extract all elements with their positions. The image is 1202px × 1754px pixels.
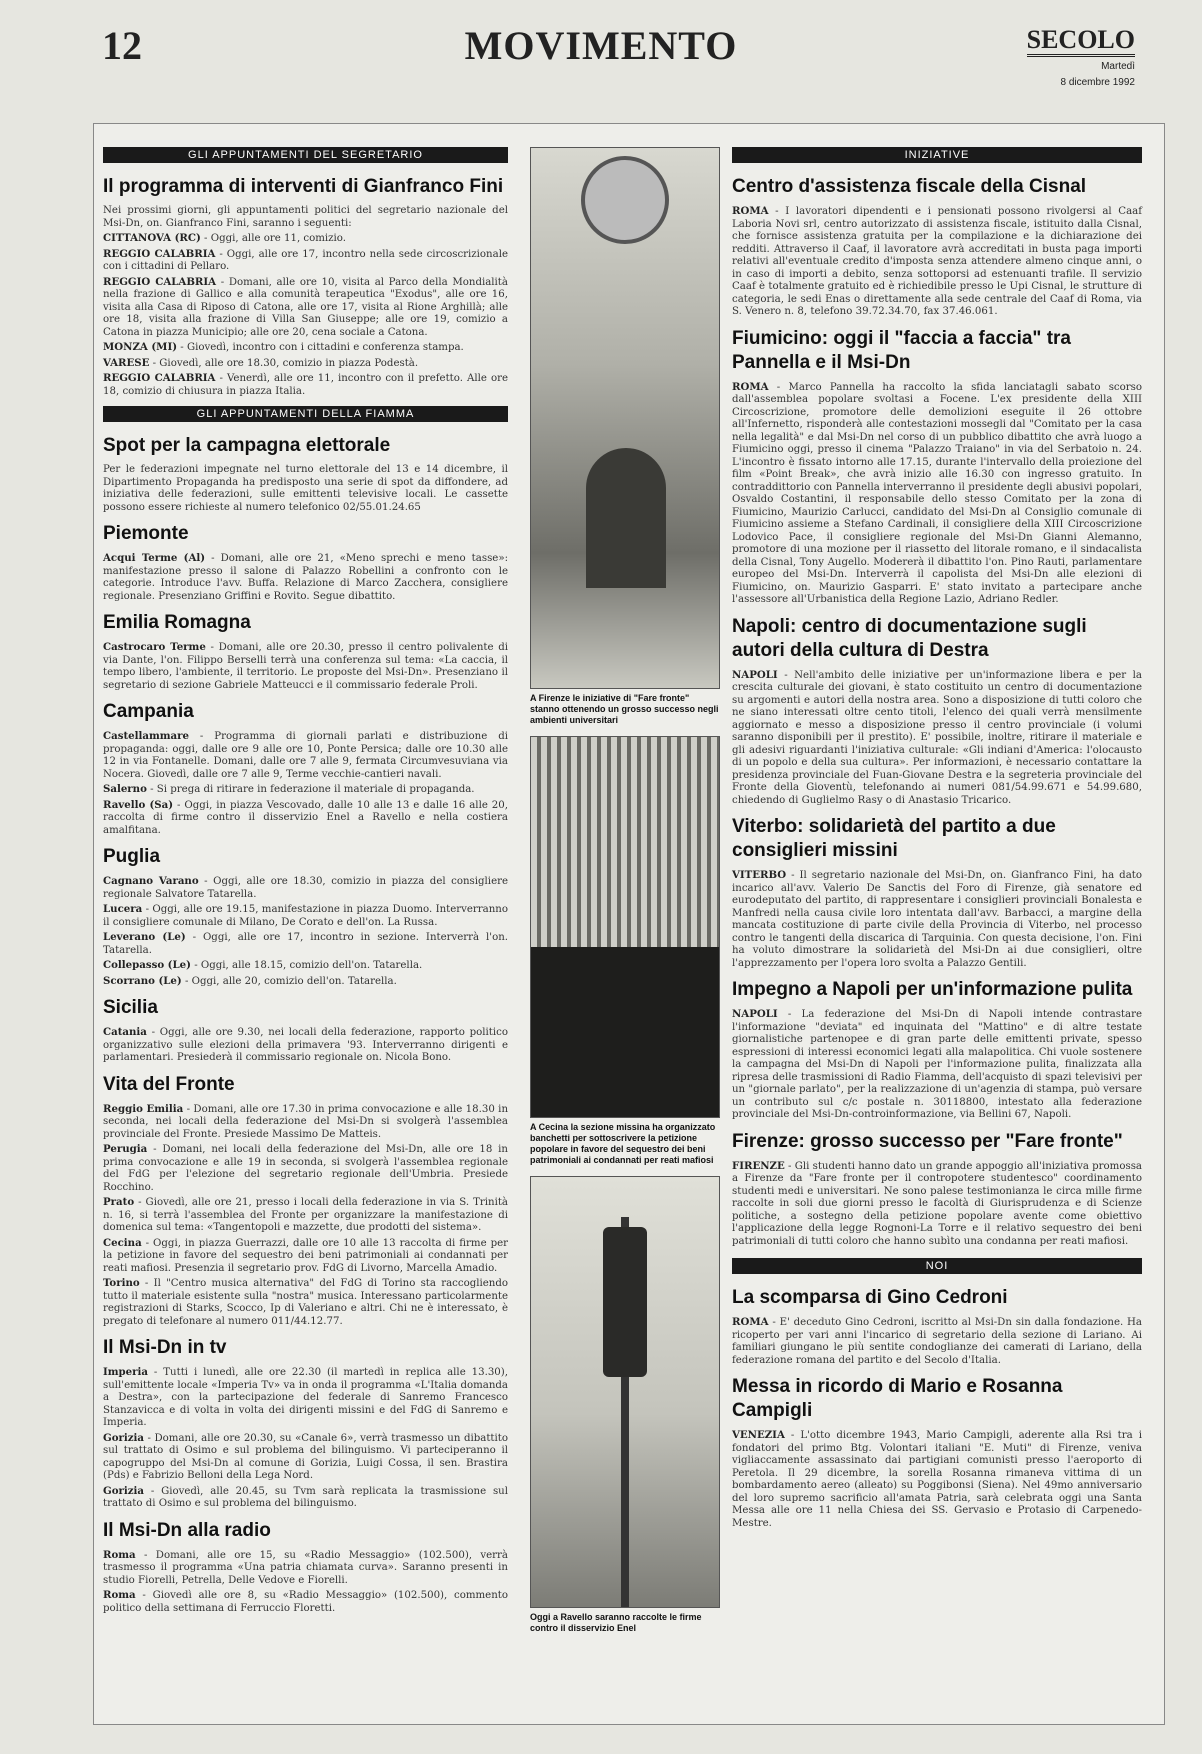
list-item xyxy=(103,1277,508,1328)
list-item xyxy=(103,730,508,781)
item-place: Salerno xyxy=(103,783,147,795)
item-place: Cecina xyxy=(103,1236,142,1249)
article-title: Spot per la campagna elettorale xyxy=(103,435,391,456)
item-text: - Oggi, alle ore 17, incontro nella sede circoscrizionale con i cittadini di Pellaro. xyxy=(103,248,508,272)
list-item xyxy=(103,1196,508,1235)
list-item xyxy=(103,903,508,929)
article-title: Messa in ricordo di Mario e Rosanna Campigli xyxy=(732,1376,1063,1421)
section-bar-iniziative: INIZIATIVE xyxy=(732,147,1142,163)
article-text: FIRENZE - Gli studenti hanno dato un grande appoggio all'iniziativa promossa a Firenze da "Fare fronte per il contropotere studentesco" coordinamento studenti medi e universitari. Ne sono palese testimonianza le circa mille firme raccolte in soli due giorni presso le facoltà di Giurisprudenza e di Scienze politiche, a sostegno della petizione popolare avente come obiettivo l'applicazione della legge Rognoni-La Torre e il relativo sequestro dei beni patrimoniali di tutti coloro che hanno subìto una condanna per reati mafiosi. xyxy=(732,1159,1142,1247)
list-item xyxy=(103,248,508,274)
page-header xyxy=(0,0,1202,120)
item-text: - Oggi, alle 20, comizio dell'on. Tatarella. xyxy=(181,975,397,987)
photo-caption: A Cecina la sezione missina ha organizzato banchetti per sottoscrivere la petizione popolare in favore del sequestro dei beni patrimoniali ai condannati per reati mafiosi xyxy=(530,1122,716,1165)
article-title: Impegno a Napoli per un'informazione pulita xyxy=(732,979,1133,1000)
item-place: Leverano (Le) xyxy=(103,931,186,943)
column-photos xyxy=(530,147,720,1644)
item-text: - Domani, alle ore 10, visita al Parco della Mondialità nella frazione di Gallico e alla comunità terapeutica "Exodus", alle ore 16, visita alla Casa di Riposo di Catona, alle ore 17, visita al Rione Arghillà; alle ore 18, visita alla frazione di Villa San Giuseppe; alle ore 19, comizio a Catona in piazza Municipio; alle ore 20, cena sociale a Catona. xyxy=(103,276,508,338)
newspaper-name: SECOLO xyxy=(1027,26,1135,57)
list-item xyxy=(103,875,508,901)
article-title: Viterbo: solidarietà del partito a due consiglieri missini xyxy=(732,816,1056,861)
list-item xyxy=(103,975,508,989)
item-place: REGGIO CALABRIA xyxy=(103,372,216,384)
item-text: - Oggi, alle ore 17, incontro in sezione. Interverrà l'on. Tatarella. xyxy=(103,932,508,956)
item-text: - Oggi, alle ore 9.30, nei locali della federazione, rapporto politico organizzativo sulle elezioni della primavera '93. Interverranno dirigenti e parlamentari. Presiederà il commissario regionale on. Nicola Bono. xyxy=(103,1027,508,1063)
list-item xyxy=(103,799,508,838)
list-item xyxy=(103,232,508,246)
list-item xyxy=(103,1237,508,1276)
region-list xyxy=(103,1026,508,1065)
item-place: Lucera xyxy=(103,903,143,915)
list-item xyxy=(103,1432,508,1483)
article-text: VENEZIA - L'otto dicembre 1943, Mario Campigli, aderente alla Rsi tra i fondatori del primo Btg. Volontari italiani "E. Muti" di Firenze, veniva vigliaccamente assassinato dai partigiani comunisti presso l'aeroporto di Peretola. Il 29 dicembre, la sorella Rosanna rimaneva vittima di un bombardamento aereo (alleato) su Poggibonsi (Siena). Nel 49mo anniversario del loro supremo sacrificio all'amata Patria, sarà celebrata oggi una Santa Messa alle ore 11 nella Chiesa dei SS. Gervasio e Protasio di Carpenedo-Mestre. xyxy=(732,1429,1142,1529)
fini-list xyxy=(103,232,508,398)
crowd-shape xyxy=(531,947,719,1117)
region-title: Puglia xyxy=(103,846,161,867)
region-list xyxy=(103,641,508,692)
item-place: Gorizia xyxy=(103,1484,144,1497)
column-right xyxy=(732,147,1142,1532)
list-item xyxy=(103,931,508,957)
item-place: Ravello (Sa) xyxy=(103,798,174,811)
item-place: Castrocaro Terme xyxy=(103,641,206,653)
item-text: - Oggi, alle ore 19.15, manifestazione in piazza Duomo. Interverranno il consigliere comunale di Milano, De Corato e dell'on. La Russa. xyxy=(103,904,508,928)
item-place: Roma xyxy=(103,1548,136,1561)
photo-caption: Oggi a Ravello saranno raccolte le firme contro il disservizio Enel xyxy=(530,1612,702,1633)
photo-caption: A Firenze le iniziative di "Fare fronte" stanno ottenendo un grosso successo negli ambienti universitari xyxy=(530,693,719,725)
item-text: - Venerdì, alle ore 11, incontro con il prefetto. Alle ore 18, comizio di chiusura in piazza Italia. xyxy=(103,373,508,397)
item-text: - Oggi, alle 18.15, comizio dell'on. Tatarella. xyxy=(190,960,423,971)
article-text: VITERBO - Il segretario nazionale del Msi-Dn, on. Gianfranco Fini, ha dato incarico all'avv. Valerio De Sanctis del Foro di Firenze, già senatore ed eurodeputato del partito, di rappresentare i consiglieri provinciali Bonalesta e Manfredi nella causa civile loro intentata dall'avv. Barbacci, a margine della mancata costituzione di parte civile della Provincia di Viterbo, nel processo contro le tangenti della discarica di Tarquinia. Con questa decisione, l'on. Fini ha voluto dimostrare la solidarietà del Msi-Dn ai due consiglieri, oltre l'apprezzamento per l'opera loro svolta a Palazzo Gentili. xyxy=(732,869,1142,969)
traffic-light-photo xyxy=(530,1176,720,1608)
traffic-light-shape xyxy=(603,1227,647,1377)
region-list xyxy=(103,875,508,988)
item-place: Catania xyxy=(103,1026,147,1038)
item-text: - Domani, alle ore 20.30, presso il centro polivalente di via Dante, l'on. Filippo Berselli terrà una conferenza sul tema: «La caccia, il tempo libero, l'ambiente, il territorio. Le proposte del Msi-Dn». Presenziano il segretario di sezione Gabriele Matteucci e il commissario federale Proli. xyxy=(103,642,508,691)
item-place: Gorizia xyxy=(103,1431,144,1444)
item-text: - Giovedì, incontro con i cittadini e conferenza stampa. xyxy=(177,342,464,353)
region-title: Il Msi-Dn in tv xyxy=(103,1337,227,1358)
item-text: - Tutti i lunedì, alle ore 22.30 (il martedì in replica alle 13.30), sull'emittente locale «Imperia Tv» va in onda il programma «L'Italia domanda a Destra», con la partecipazione del federale di Sanremo Francesco Stanzavicca e di volta in volta dei dirigenti missini e del FdG di Sanremo e Imperia. xyxy=(103,1367,508,1428)
section-bar-noi: NOI xyxy=(732,1258,1142,1274)
region-list xyxy=(103,1366,508,1511)
list-item xyxy=(103,357,508,371)
list-item xyxy=(103,372,508,398)
item-place: Perugia xyxy=(103,1143,148,1155)
item-text: - Domani, nei locali della federazione del Msi-Dn, alle ore 18 in prima convocazione e alle 19 in seconda, si svolgerà l'assemblea regionale del FdG per l'elezione del segretario regionale dell'Umbria. Presiede Rocchino. xyxy=(103,1144,508,1193)
item-place: Reggio Emilia xyxy=(103,1102,184,1115)
item-place: REGGIO CALABRIA xyxy=(103,275,217,288)
list-item xyxy=(103,1143,508,1194)
rose-window-shape xyxy=(581,156,669,244)
article-text: ROMA - E' deceduto Gino Cedroni, iscritto al Msi-Dn sin dalla fondazione. Ha ricoperto per vari anni l'incarico di segretario della sezione di Lariano. Ai familiari giungano le più sentite condoglianze dei camerati di Lariano, della federazione romana del partito e del Secolo d'Italia. xyxy=(732,1316,1142,1366)
column-left xyxy=(103,147,508,1617)
item-place: Collepasso (Le) xyxy=(103,959,191,971)
list-item xyxy=(103,341,508,355)
list-item xyxy=(103,783,508,797)
region-title: Piemonte xyxy=(103,523,189,544)
article-title: La scomparsa di Gino Cedroni xyxy=(732,1287,1008,1308)
item-text: - Oggi, alle ore 18.30, comizio in piazza del consigliere regionale Salvatore Tatarella. xyxy=(103,876,508,900)
list-item xyxy=(103,959,508,973)
region-title: Campania xyxy=(103,701,194,722)
list-item xyxy=(103,1549,508,1588)
section-bar-fiamma: GLI APPUNTAMENTI DELLA FIAMMA xyxy=(103,406,508,422)
list-item xyxy=(103,552,508,603)
article-title: Centro d'assistenza fiscale della Cisnal xyxy=(732,176,1087,197)
church-photo xyxy=(530,147,720,689)
list-item xyxy=(103,641,508,692)
item-text: - Giovedì, alle ore 18.30, comizio in piazza Podestà. xyxy=(149,357,419,369)
item-place: Cagnano Varano xyxy=(103,875,199,887)
article-text: ROMA - I lavoratori dipendenti e i pensionati possono rivolgersi al Caaf Laboria Novi srl, centro autorizzato di assistenza fiscale, istituito dalla Cisnal, che fornisce assistenza gratuita per la compilazione e la dichiarazione dei redditi. Attraverso il Caaf, il lavoratore avrà accreditati in busta paga importi relativi all'eventuale credito d'imposta senza attendere almeno cinque anni, o in caso di importi a debito, senza sottoporsi ad estenuanti trafile. Il servizio Caaf è totalmente gratuito ed è richiedibile presso le Upi Cisnal, le strutture di categoria, le sedi Enas o direttamente alla sede centrale del Caaf di Roma, via S. Venero n. 8, telefono 39.72.34.70, fax 37.46.061. xyxy=(732,205,1142,317)
article-title: Firenze: grosso successo per "Fare fronte" xyxy=(732,1130,1123,1152)
item-text: - Giovedì, alle ore 21, presso i locali della federazione in via S. Trinità n. 16, si terrà l'assemblea del Fronte per organizzare la manifestazione di domenica sul tema: «Tangentopoli e mazzette, due prodotti del sistema». xyxy=(103,1197,508,1233)
region-title: Emilia Romagna xyxy=(103,612,251,633)
newspaper-logo xyxy=(1025,26,1135,89)
region-title: Sicilia xyxy=(103,997,158,1018)
item-place: Roma xyxy=(103,1589,136,1601)
item-place: Prato xyxy=(103,1196,135,1208)
item-place: MONZA (MI) xyxy=(103,341,178,353)
item-text: - Giovedì, alle 20.45, su Tvm sarà replicata la trasmissione sul trattato di Osimo e sul problema del bilinguismo. xyxy=(103,1485,508,1509)
list-item xyxy=(103,1589,508,1615)
list-item xyxy=(103,1026,508,1065)
crowd-photo xyxy=(530,736,720,1118)
region-list xyxy=(103,552,508,603)
article-text: Per le federazioni impegnate nel turno elettorale del 13 e 14 dicembre, il Dipartimento Propaganda ha predisposto una serie di spot da diffondere, ad iniziativa delle federazioni, sulle emittenti televisive locali. Le cassette possono essere richieste al numero telefonico 02/55.01.24.65 xyxy=(103,464,508,513)
section-title: MOVIMENTO xyxy=(464,23,738,68)
list-item xyxy=(103,276,508,340)
item-text: - Domani, alle ore 21, «Meno sprechi e meno tasse»: manifestazione presso il salone di Palazzo Robellini a confronto con le categorie. Introduce l'avv. Buffa. Relazione di Marco Zacchera, consigliere regionale. Presenziano Griffini e Rovito. Segue dibattito. xyxy=(103,553,508,602)
article-title: Il programma di interventi di Gianfranco Fini xyxy=(103,176,504,197)
item-text: - Domani, alle ore 20.30, su «Canale 6», verrà trasmesso un dibattito sul trattato di Osimo e sul problema del bilinguismo. Vi parteciperanno il capogruppo del Msi-Dn al comune di Gorizia, Luigi Cossa, il sen. Brastira (Pds) e Fabrizio Belloni della Lega Nord. xyxy=(103,1432,508,1481)
item-text: - Oggi, in piazza Vescovado, dalle 10 alle 13 e dalle 16 alle 20, raccolta di firme contro il disservizio Enel a Ravello e nella costiera amalfitana. xyxy=(103,799,508,836)
region-list xyxy=(103,1103,508,1329)
item-place: VARESE xyxy=(103,356,150,369)
item-text: - Oggi, in piazza Guerrazzi, dalle ore 10 alle 13 raccolta di firme per la petizione in favore del sequestro dei beni patrimoniali ai condannati per reati mafiosi. Presenzia il segretario prov. FdG di Livorno, Marcella Amadio. xyxy=(103,1237,508,1274)
issue-day: Martedì xyxy=(1101,61,1135,72)
region-title: Il Msi-Dn alla radio xyxy=(103,1519,271,1541)
region-title: Vita del Fronte xyxy=(103,1073,235,1095)
region-list xyxy=(103,730,508,837)
item-place: CITTANOVA (RC) xyxy=(103,232,201,244)
item-place: Castellammare xyxy=(103,730,189,742)
article-text: NAPOLI - Nell'ambito delle iniziative per un'informazione libera e per la crescita culturale dei giovani, è stato costituito un centro di documentazione su argomenti e autori della nostra area. Sono a disposizione di tutti coloro che ne siano interessati oltre cento titoli, l'elenco dei quali verrà mensilmente aggiornato e messo a disposizione presso il centro provinciale (i volumi saranno disponibili per il prestito). E' possibile, inoltre, ritirare il materiale e gli adesivi riguardanti l'iniziativa culturale: «Gli indiani d'America: l'olocausto di un popolo e della sua cultura». Per informazioni, è necessario contattare la presidenza provinciale del Fuan-Giovane Destra e la segreteria provinciale del Fronte della Gioventù, telefonando ai numeri 081/54.99.671 e 54.99.680, chiedendo di Guglielmo Rasy o di Anastasio Tricarico. xyxy=(732,668,1142,806)
item-place: Imperia xyxy=(103,1366,148,1378)
item-place: Acqui Terme (Al) xyxy=(103,552,206,564)
item-text: - Giovedì alle ore 8, su «Radio Messaggio» (102.500), commento politico della settimana di Ferruccio Floretti. xyxy=(103,1590,508,1614)
article-intro: Nei prossimi giorni, gli appuntamenti politici del segretario nazionale del Msi-Dn, on. Gianfranco Fini, saranno i seguenti: xyxy=(103,205,508,229)
item-text: - Domani, alle ore 15, su «Radio Messaggio» (102.500), verrà trasmesso il programma «Una patria chiamata curva». Saranno presenti in studio Fiorelli, Petrella, Delle Vedove e Fiorelli. xyxy=(103,1549,508,1586)
region-list xyxy=(103,1549,508,1616)
article-title: Napoli: centro di documentazione sugli autori della cultura di Destra xyxy=(732,615,1087,661)
article-text: ROMA - Marco Pannella ha raccolto la sfida lanciatagli sabato scorso dall'assemblea popolare svoltasi a Focene. L'ex presidente della XIII Circoscrizione, promotore delle demolizioni eseguite il 26 ottobre all'Infernetto, risponderà alle contestazioni mossegli dal "Comitato per la casa nella legalità" e dal Msi-Dn nel corso di un pubblico dibattito che avrà luogo a Fiumicino oggi, presso il cinema "Palazzo Traiano" in via del Serbatoio n. 24. L'incontro è fissato intorno alle 17.15, durante l'intervallo della proiezione del film «Point Break», che avrà inizio alle 16.30 con ingresso gratuito. In contraddittorio con Pannella interverranno il presidente degli abusivi popolari, Osvaldo Costantini, il responsabile dello stesso Comitato per la zona di Fiumicino, Maurizio Carlucci, candidato del Msi-Dn al Consiglio comunale di Fiumicino assieme a Stefano Cardinali, il consigliere della XIII Circoscrizione Lodovico Pace, il consigliere regionale del Msi-Dn Gianni Alemanno, promotore di una mozione per il riassetto del litorale romano, e il sindacalista della Cisnal, Tony Augello. Modererà il dibattito l'on. Pino Rauti, parlamentare europeo del Msi-Dn. Interverrà il capolista del Msi-Dn alle elezioni di Fiumicino, on. Maurizio Gasparri. E' stato invitato a partecipare anche l'assessore all'Urbanistica della Regione Lazio, Adriano Redler. xyxy=(732,380,1142,605)
church-door-shape xyxy=(586,448,666,588)
item-text: - Oggi, alle ore 11, comizio. xyxy=(200,233,347,244)
item-text: - Il "Centro musica alternativa" del FdG di Torino sta raccogliendo tutto il materiale esistente sulla "nostra" musica. Interessano particolarmente registrazioni di Starks, Scocco, Ip di Valeriano e altri. Chi ne è interessato, è pregato di telefonare al numero 011/44.12.77. xyxy=(103,1278,508,1327)
list-item xyxy=(103,1103,508,1142)
page-number: 12 xyxy=(102,23,142,68)
issue-date: 8 dicembre 1992 xyxy=(1060,77,1135,88)
item-text: - Si prega di ritirare in federazione il materiale di propaganda. xyxy=(146,784,475,795)
list-item xyxy=(103,1485,508,1511)
item-text: - Programma di giornali parlati e distribuzione di propaganda: oggi, dalle ore 9 alle ore 10, Ponte Persica; dalle ore 10.30 alle 12 in via Fontanelle. Domani, dalle ore 7 alle 9, fermata Circumvesuviana via Nocera. Giovedì, dalle ore 7 alle 9, Terme vecchie-cantieri navali. xyxy=(103,731,508,780)
item-text: - Domani, alle ore 17.30 in prima convocazione e alle 18.30 in seconda, nei locali della federazione del Msi-Dn si svolgerà l'assemblea provinciale del Fronte. Presiede Massimo De Matteis. xyxy=(103,1103,508,1140)
item-place: Scorrano (Le) xyxy=(103,974,182,987)
section-bar-secretary: GLI APPUNTAMENTI DEL SEGRETARIO xyxy=(103,147,508,163)
item-place: REGGIO CALABRIA xyxy=(103,247,216,260)
item-place: Torino xyxy=(103,1277,140,1289)
article-text: NAPOLI - La federazione del Msi-Dn di Napoli intende contrastare l'informazione "deviata" ed inquinata del "Mattino" e di altre testate giornalistiche partenopee e di gran parte delle emittenti private, spesso espressioni di interessi economici legati alla malapolitica. Chi vuole sostenere la campagna del Msi-Dn di Napoli per l'informazione pulita, finalizzata alla ripresa delle trasmissioni di Radio Fiamma, dell'acquisto di spazi televisivi per un "giornale parlato", per la realizzazione di un'agenzia di stampa, può versare un contributo sul c/c postale n. 30118800, intestato alla federazione provinciale del Msi-Dn-controinformazione, via Bellini 67, Napoli. xyxy=(732,1008,1142,1120)
article-title: Fiumicino: oggi il "faccia a faccia" tra Pannella e il Msi-Dn xyxy=(732,327,1071,373)
list-item xyxy=(103,1366,508,1430)
